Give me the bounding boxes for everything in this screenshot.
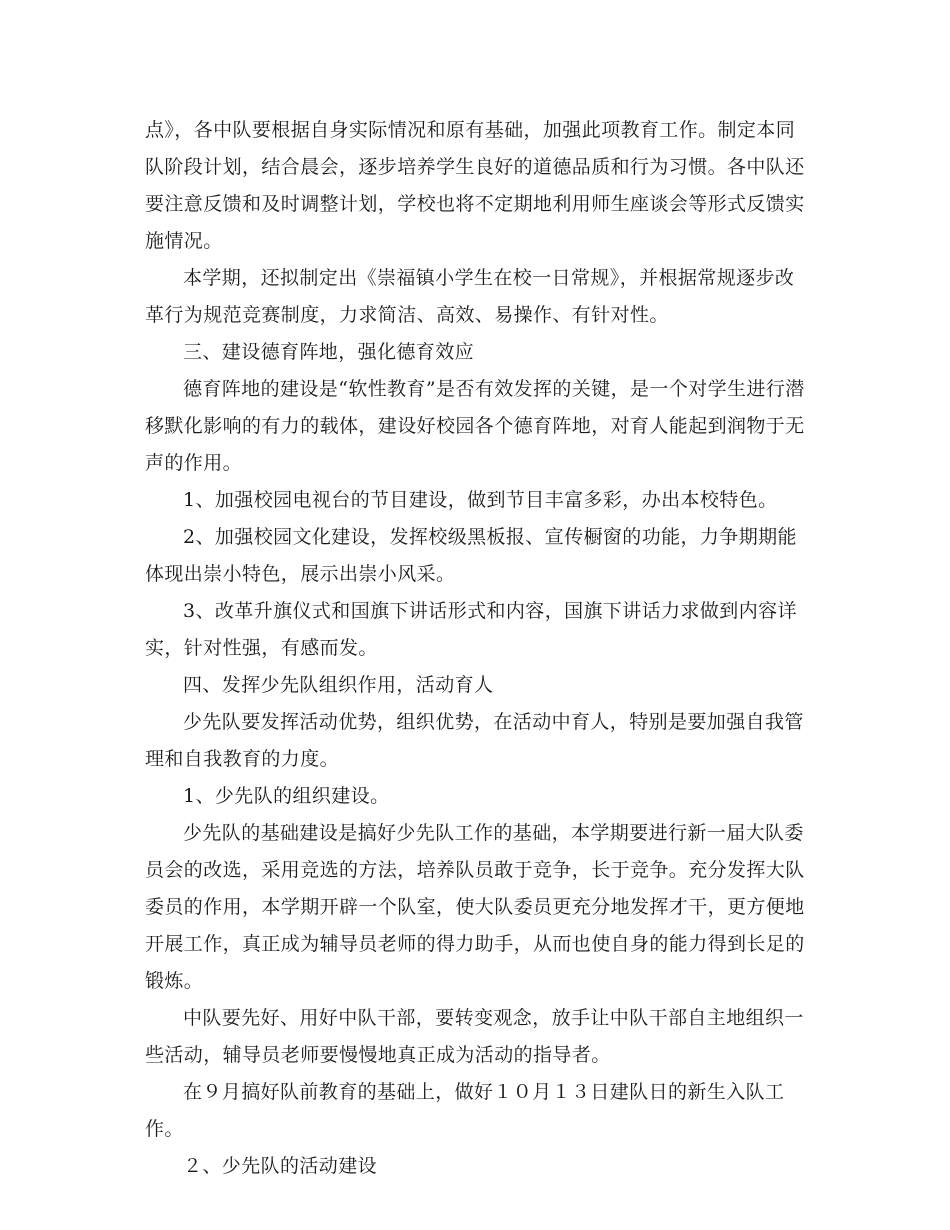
paragraph-continuation: 点》，各中队要根据自身实际情况和原有基础，加强此项教育工作。制定本同队阶段计划，结合晨会，逐步培养学生良好的道德品质和行为习惯。各中队还要注意反馈和及时调整计划，学校也将不定期地利用师生座谈会等形式反馈实施情况。 xyxy=(145,119,805,252)
subheading-organization: 1、少先队的组织建设。 xyxy=(183,785,390,807)
paragraph-foundation-building: 少先队的基础建设是搞好少先队工作的基础，本学期要进行新一届大队委员会的改选，采用竞选的方法，培养队员敢于竞争，长于竞争。充分发挥大队委员的作用，本学期开辟一个队室，使大队委员更充分地发挥才干，更方便地开展工作，真正成为辅导员老师的得力助手，从而也使自身的能力得到长足的锻炼。 xyxy=(145,822,805,992)
document-body xyxy=(145,112,813,1185)
paragraph-enrollment: 在９月搞好队前教育的基础上，做好１０月１３日建队日的新生入队工作。 xyxy=(145,1081,785,1140)
paragraph-squad-cadres: 中队要先好、用好中队干部，要转变观念，放手让中队干部自主地组织一些活动，辅导员老师要慢慢地真正成为活动的指导者。 xyxy=(145,1007,804,1066)
section-heading-3: 三、建设德育阵地，强化德育效应 xyxy=(183,341,475,363)
paragraph-daily-rules: 本学期，还拟制定出《崇福镇小学生在校一日常规》，并根据常规逐步改革行为规范竞赛制度，力求简洁、高效、易操作、有针对性。 xyxy=(145,267,795,326)
paragraph-moral-education-base: 德育阵地的建设是“软性教育”是否有效发挥的关键，是一个对学生进行潜移默化影响的有力的载体，建设好校园各个德育阵地，对育人能起到润物于无声的作用。 xyxy=(145,378,805,474)
section-heading-4: 四、发挥少先队组织作用，活动育人 xyxy=(183,674,494,696)
list-item-tv-station: 1、加强校园电视台的节目建设，做到节目丰富多彩，办出本校特色。 xyxy=(183,489,778,511)
list-item-flag-ceremony: 3、改革升旗仪式和国旗下讲话形式和内容，国旗下讲话力求做到内容详实，针对性强，有感而发。 xyxy=(145,600,797,659)
subheading-activities: ２、少先队的活动建设 xyxy=(183,1155,378,1177)
list-item-campus-culture: 2、加强校园文化建设，发挥校级黑板报、宣传橱窗的功能，力争期期能体现出崇小特色，展示出崇小风采。 xyxy=(145,526,797,585)
paragraph-young-pioneers: 少先队要发挥活动优势，组织优势，在活动中育人，特别是要加强自我管理和自我教育的力度。 xyxy=(145,711,804,770)
